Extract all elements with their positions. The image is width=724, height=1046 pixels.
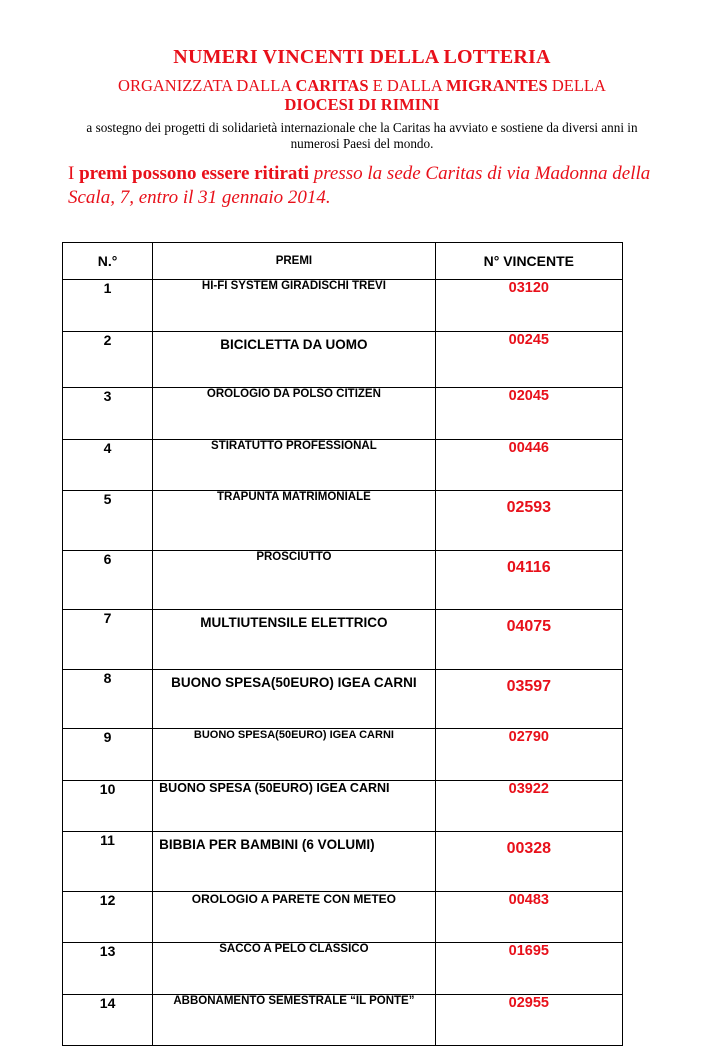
subtitle-text-2: E DALLA <box>368 76 446 95</box>
row-prize: ABBONAMENTO SEMESTRALE “IL PONTE” <box>153 994 436 1046</box>
row-number: 1 <box>63 280 153 332</box>
subtitle-caritas: CARITAS <box>295 76 369 95</box>
row-winning-number: 00328 <box>435 832 622 892</box>
row-winning-number: 03922 <box>435 780 622 832</box>
row-prize: BICICLETTA DA UOMO <box>153 331 436 388</box>
row-winning-number: 02593 <box>435 491 622 551</box>
row-winning-number: 04116 <box>435 550 622 610</box>
header-winning: N° VINCENTE <box>435 243 622 280</box>
table-row <box>63 439 623 491</box>
row-winning-number: 04075 <box>435 610 622 670</box>
table-row <box>63 943 623 995</box>
subtitle-diocese: DIOCESI DI RIMINI <box>284 95 440 114</box>
table-row <box>63 491 623 551</box>
table-row <box>63 610 623 670</box>
row-number: 5 <box>63 491 153 551</box>
pickup-notice <box>68 162 668 210</box>
prizes-table <box>62 242 623 1046</box>
row-number: 14 <box>63 994 153 1046</box>
row-winning-number: 00483 <box>435 891 622 943</box>
row-winning-number: 01695 <box>435 943 622 995</box>
row-winning-number: 03597 <box>435 669 622 729</box>
row-winning-number: 02955 <box>435 994 622 1046</box>
table-row <box>63 780 623 832</box>
notice-text-1: I <box>68 163 80 184</box>
row-number: 4 <box>63 439 153 491</box>
row-number: 11 <box>63 832 153 892</box>
table-row <box>63 331 623 388</box>
row-number: 12 <box>63 891 153 943</box>
row-number: 13 <box>63 943 153 995</box>
table-row <box>63 550 623 610</box>
row-number: 6 <box>63 550 153 610</box>
row-number: 10 <box>63 780 153 832</box>
table-row <box>63 832 623 892</box>
notice-bold: premi possono essere ritirati <box>79 163 309 184</box>
row-winning-number: 00446 <box>435 439 622 491</box>
header-number: N.° <box>63 243 153 280</box>
table-header-row <box>63 243 623 280</box>
subtitle-migrantes: MIGRANTES <box>445 76 548 95</box>
row-prize: SACCO A PELO CLASSICO <box>153 943 436 995</box>
row-winning-number: 00245 <box>435 331 622 388</box>
table-row <box>63 388 623 440</box>
row-prize: BUONO SPESA (50EURO) IGEA CARNI <box>153 780 436 832</box>
row-prize: BUONO SPESA(50EURO) IGEA CARNI <box>153 729 436 781</box>
row-prize: HI-FI SYSTEM GIRADISCHI TREVI <box>153 280 436 332</box>
row-prize: BUONO SPESA(50EURO) IGEA CARNI <box>153 669 436 729</box>
subtitle-text-3: DELLA <box>547 76 606 95</box>
table-row <box>63 994 623 1046</box>
row-number: 2 <box>63 331 153 388</box>
row-number: 9 <box>63 729 153 781</box>
row-winning-number: 02790 <box>435 729 622 781</box>
row-prize: TRAPUNTA MATRIMONIALE <box>153 491 436 551</box>
row-number: 3 <box>63 388 153 440</box>
row-prize: MULTIUTENSILE ELETTRICO <box>153 610 436 670</box>
table-row <box>63 280 623 332</box>
row-number: 7 <box>63 610 153 670</box>
support-text: a sostegno dei progetti di solidarietà internazionale che la Caritas ha avviato e sostiene da diversi anni in numerosi Paesi del mondo. <box>86 120 638 151</box>
header-prize: PREMI <box>153 243 436 280</box>
table-row <box>63 891 623 943</box>
notice-italic: presso la sede Caritas di via Madonna della Scala, 7, entro il 31 gennaio 2014. <box>68 163 651 208</box>
row-number: 8 <box>63 669 153 729</box>
row-prize: OROLOGIO A PARETE CON METEO <box>153 891 436 943</box>
table-row <box>63 669 623 729</box>
row-prize: PROSCIUTTO <box>153 550 436 610</box>
row-winning-number: 03120 <box>435 280 622 332</box>
organizer-subtitle <box>0 76 724 114</box>
row-prize: OROLOGIO DA POLSO CITIZEN <box>153 388 436 440</box>
subtitle-text-1: ORGANIZZATA DALLA <box>118 76 296 95</box>
row-winning-number: 02045 <box>435 388 622 440</box>
table-row <box>63 729 623 781</box>
row-prize: STIRATUTTO PROFESSIONAL <box>153 439 436 491</box>
page-title: NUMERI VINCENTI DELLA LOTTERIA <box>173 46 551 68</box>
row-prize: BIBBIA PER BAMBINI (6 VOLUMI) <box>153 832 436 892</box>
